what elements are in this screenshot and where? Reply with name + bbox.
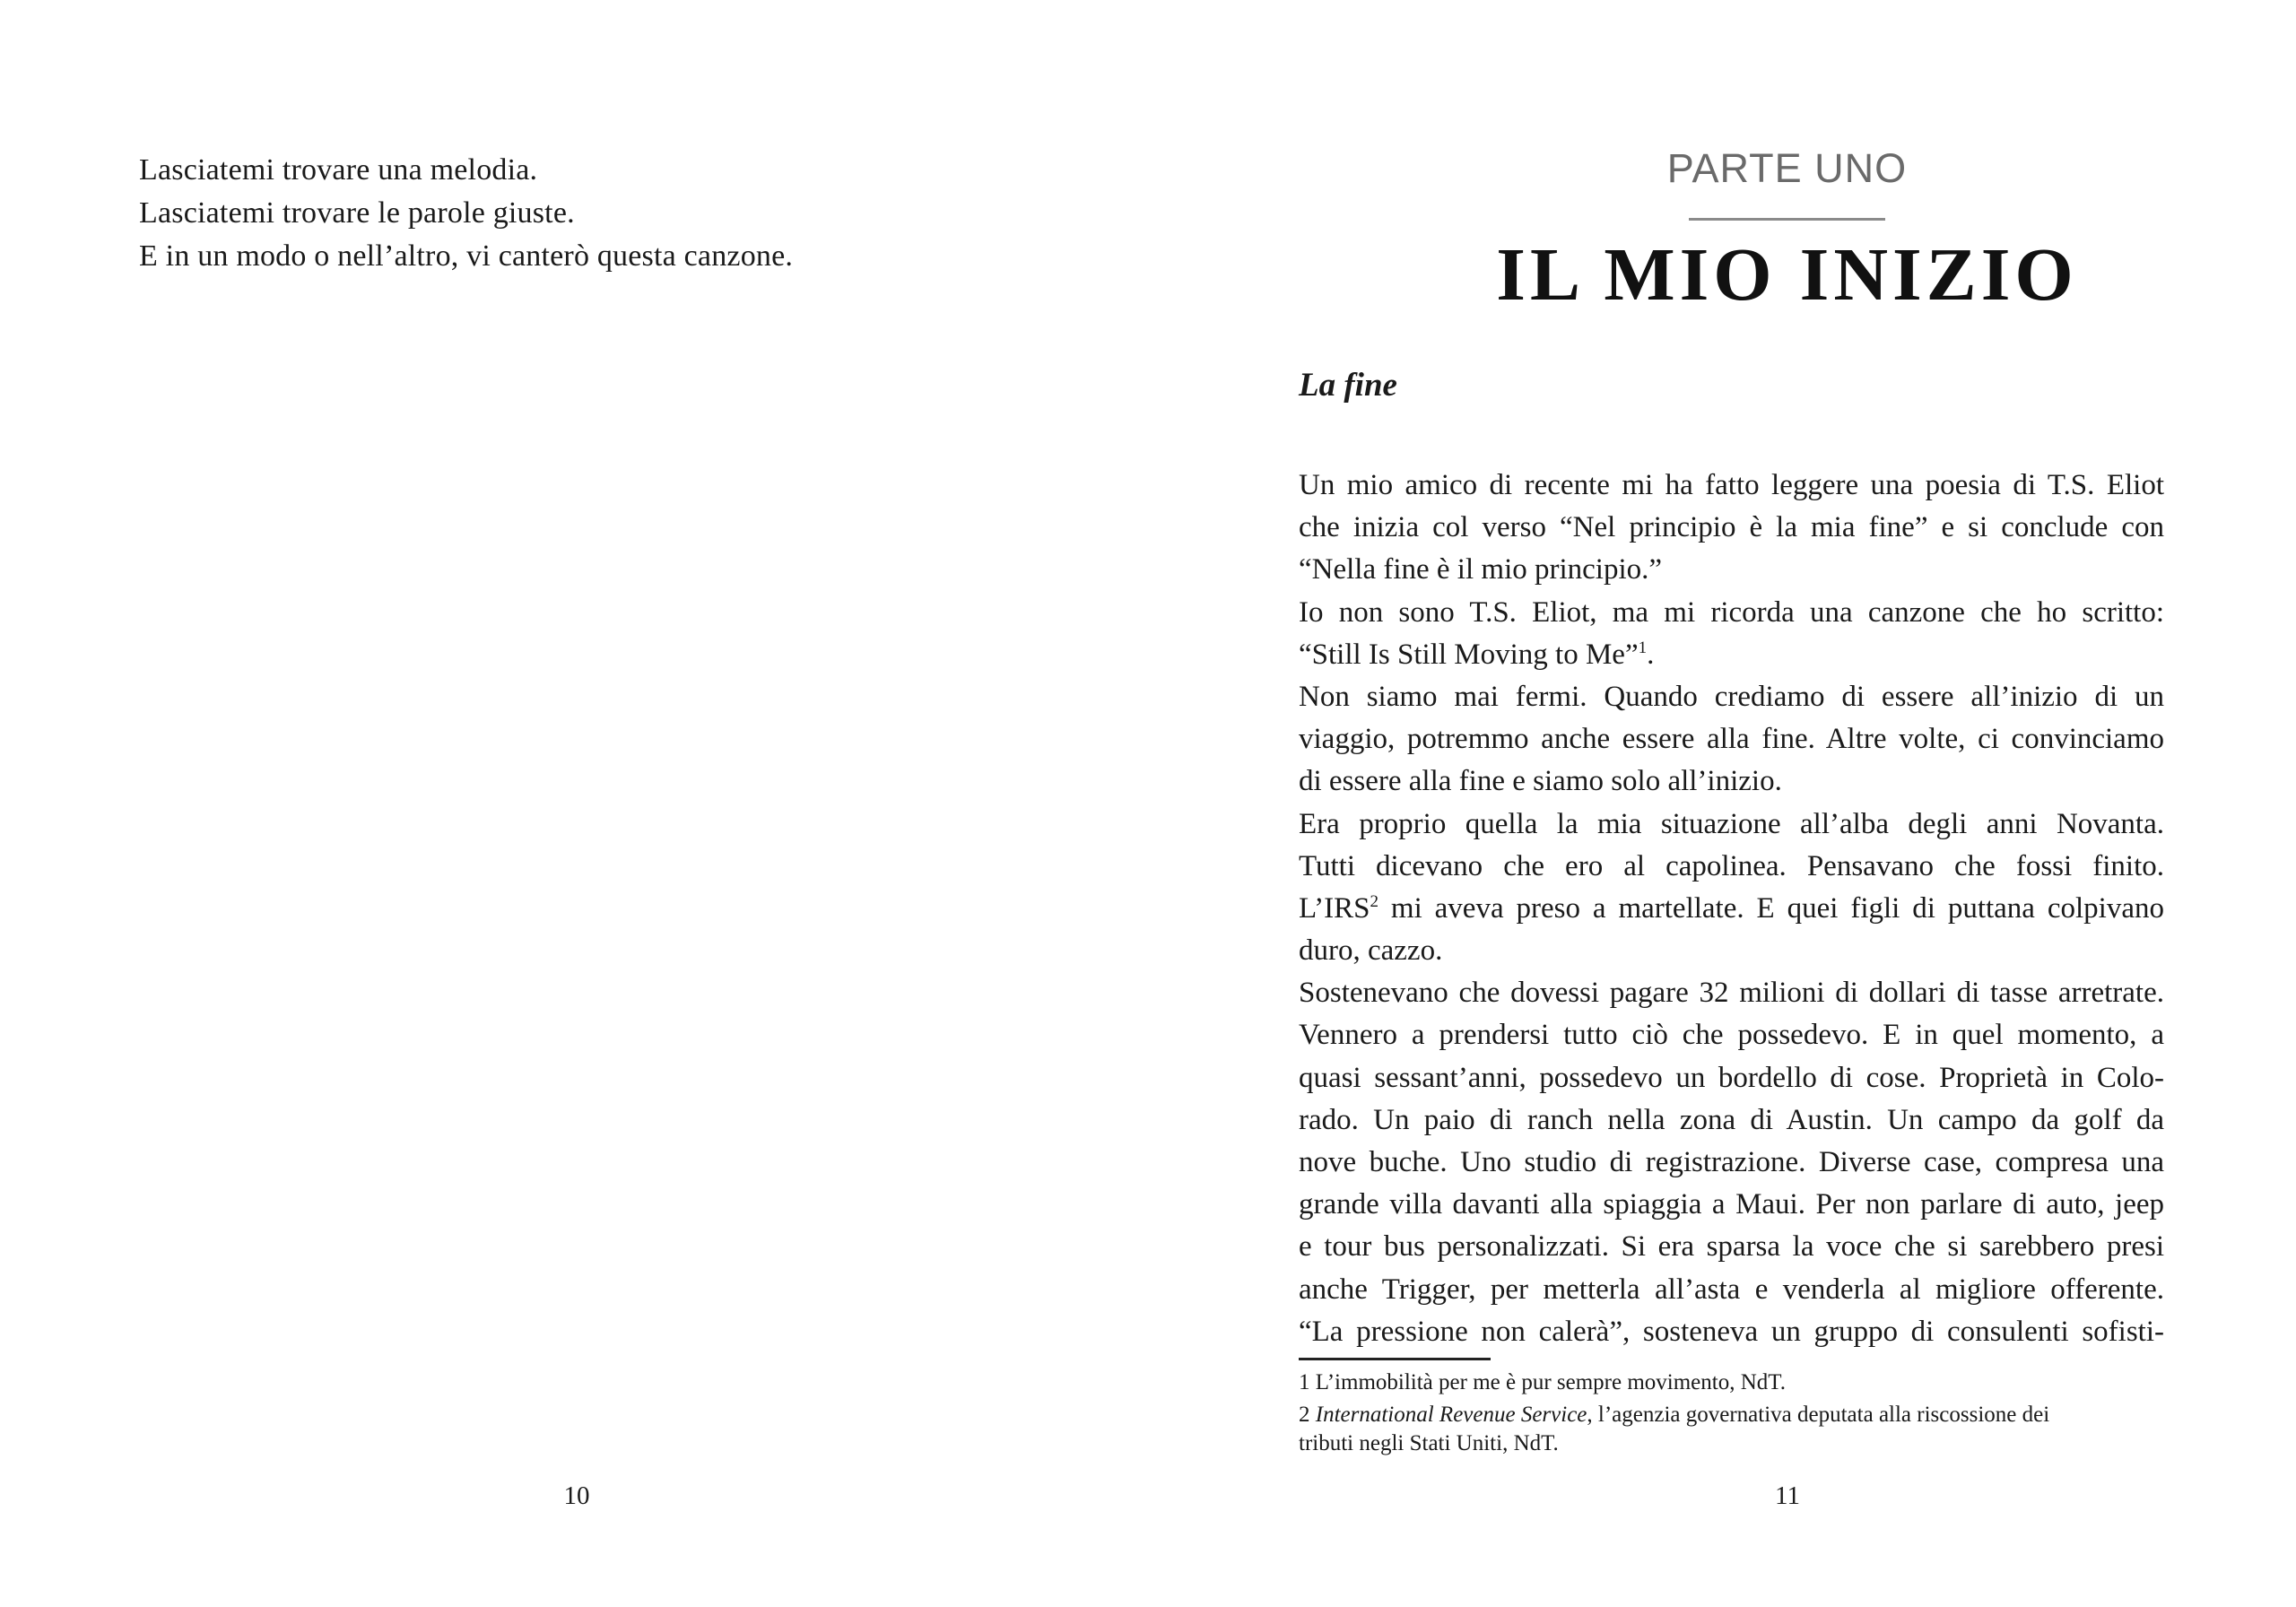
section-title: La fine xyxy=(1299,367,1397,404)
irs-text: L’IRS xyxy=(1299,891,1370,925)
body-line: Un mio amico di recente mi ha fatto leggere una poesia di T.S. Eliot xyxy=(1299,469,2164,501)
footnotes xyxy=(1299,1368,2164,1458)
footnote-2-text: , l’agenzia governativa deputata alla riscossione dei xyxy=(1587,1403,2050,1427)
right-page xyxy=(1148,0,2296,1607)
body-line: nove buche. Uno studio di registrazione. Diverse case, compresa una xyxy=(1299,1146,2164,1178)
body-line: “La pressione non calerà”, sosteneva un gruppo di consulenti sofisti- xyxy=(1299,1315,2164,1348)
song-title-text: “Still Is Still Moving to Me” xyxy=(1299,638,1639,671)
body-line: grande villa davanti alla spiaggia a Maui. Per non parlare di auto, jeep xyxy=(1299,1188,2164,1221)
verse-line: Lasciatemi trovare una melodia. xyxy=(139,153,538,187)
footnote-2-continuation: tributi negli Stati Uniti, NdT. xyxy=(1299,1431,1559,1455)
body-line xyxy=(1299,888,2164,930)
footnote-divider xyxy=(1299,1358,1491,1360)
body-line: duro, cazzo. xyxy=(1299,934,1443,968)
body-line: e tour bus personalizzati. Si era sparsa la voce che si sarebbero presi xyxy=(1299,1230,2164,1264)
body-line: Tutti dicevano che ero al capolinea. Pensavano che fossi finito. xyxy=(1299,849,2164,882)
body-line: quasi sessant’anni, possedevo un bordello di cose. Proprietà in Colo- xyxy=(1299,1061,2164,1094)
body-line: rado. Un paio di ranch nella zona di Austin. Un campo da golf da xyxy=(1299,1103,2164,1136)
line-end-period: . xyxy=(1647,638,1655,671)
footnote-ref-2[interactable]: 2 xyxy=(1370,891,1378,911)
body-line: Io non sono T.S. Eliot, ma mi ricorda una canzone che ho scritto: xyxy=(1299,595,2164,629)
chapter-title: IL MIO INIZIO xyxy=(1496,233,2078,317)
verse-line: Lasciatemi trovare le parole giuste. xyxy=(139,196,575,230)
body-line xyxy=(1299,634,2164,676)
footnote-2 xyxy=(1299,1401,2164,1429)
body-text xyxy=(1299,465,2164,1353)
body-line: Non siamo mai fermi. Quando crediamo di essere all’inizio di un xyxy=(1299,680,2164,713)
body-line: anche Trigger, per metterla all’asta e venderla al migliore offerente. xyxy=(1299,1273,2164,1306)
body-line: viaggio, potremmo anche essere alla fine. Altre volte, ci convinciamo xyxy=(1299,723,2164,756)
irs-line-rest: mi aveva preso a martellate. E quei figli di puttana colpivano xyxy=(1378,891,2164,925)
footnote-1: 1 L’immobilità per me è pur sempre movimento, NdT. xyxy=(1299,1370,1786,1394)
body-line: Era proprio quella la mia situazione all’alba degli anni Novanta. xyxy=(1299,807,2164,840)
part-divider xyxy=(1689,218,1885,221)
footnote-2-italic: International Revenue Service xyxy=(1315,1403,1587,1427)
footnote-2-number: 2 xyxy=(1299,1403,1316,1427)
verse-line: E in un modo o nell’altro, vi canterò questa canzone. xyxy=(139,239,794,273)
epigraph-verse xyxy=(139,149,946,278)
part-label: PARTE UNO xyxy=(1666,145,1908,191)
body-line: Vennero a prendersi tutto ciò che possedevo. E in quel momento, a xyxy=(1299,1019,2164,1052)
page-number-left: 10 xyxy=(563,1481,590,1510)
page-number-right: 11 xyxy=(1775,1481,1800,1510)
footnote-ref-1[interactable]: 1 xyxy=(1638,638,1648,657)
body-line: “Nella fine è il mio principio.” xyxy=(1299,553,1663,586)
body-line: che inizia col verso “Nel principio è la mia fine” e si conclude con xyxy=(1299,511,2164,544)
body-line: di essere alla fine e siamo solo all’inizio. xyxy=(1299,765,1782,798)
body-line: Sostenevano che dovessi pagare 32 milioni di dollari di tasse arretrate. xyxy=(1299,977,2164,1010)
